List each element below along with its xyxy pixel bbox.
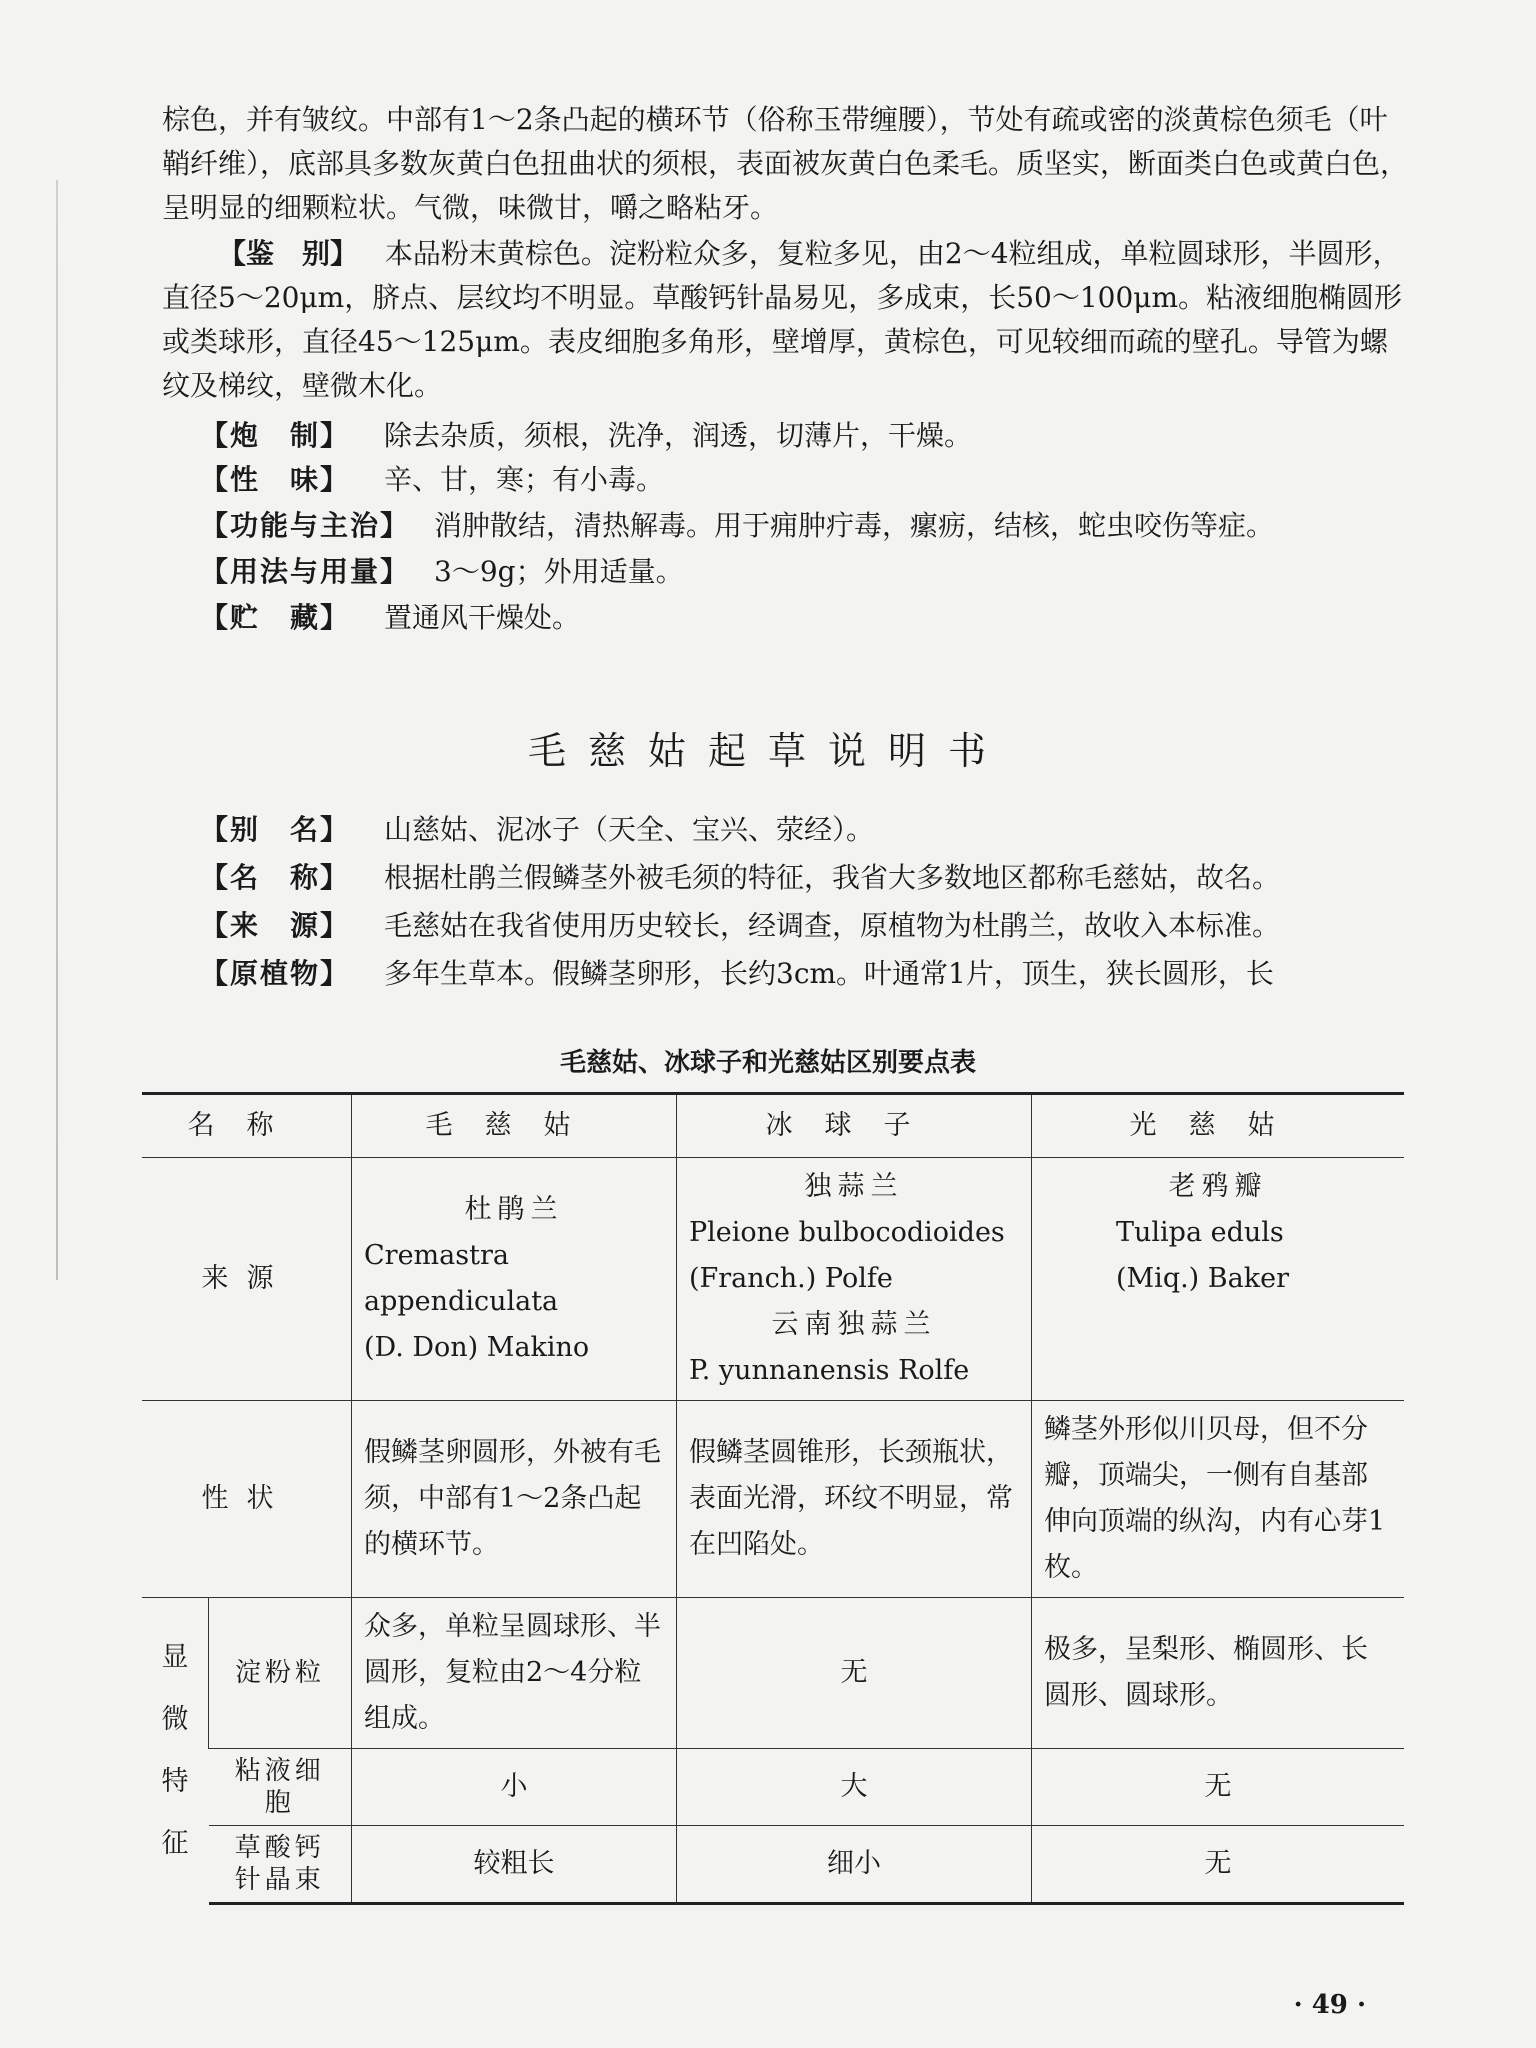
- cell-line: 云南独蒜兰: [771, 1309, 937, 1340]
- header-cell-guangcigu: 光慈姑: [1032, 1094, 1405, 1158]
- cell-line: 杜鹃兰: [464, 1194, 564, 1225]
- entry-text: 消肿散结，清热解毒。用于痈肿疔毒，瘰疬，结核，蛇虫咬伤等症。: [434, 509, 1275, 542]
- entry-text: 多年生草本。假鳞茎卵形，长约3cm。叶通常1片，顶生，狭长圆形，长: [384, 957, 1274, 990]
- table-header-row: [142, 1094, 1404, 1158]
- page-number: · 49 ·: [1293, 1990, 1366, 2020]
- character-bingqiuzi: 假鳞茎圆锥形，长颈瓶状，表面光滑，环纹不明显，常在凹陷处。: [677, 1401, 1032, 1598]
- row-label-character: 性状: [142, 1401, 352, 1598]
- cell-line: 老鸦瓣: [1168, 1171, 1268, 1202]
- starch-bingqiuzi: 无: [677, 1598, 1032, 1749]
- cell-line: 独蒜兰: [804, 1171, 904, 1202]
- cell-line: P. yunnanensis Rolfe: [689, 1355, 970, 1386]
- source-guangcigu: [1032, 1158, 1405, 1401]
- identification-text: 本品粉末黄棕色。淀粉粒众多，复粒多见，由2～4粒组成，单粒圆球形，半圆形，直径5～20μm，脐点、层纹均不明显。草酸钙针晶易见，多成束，长50～100μm。粘液细胞椭圆形或类球形，直径45～125μm。表皮细胞多角形，壁增厚，黄棕色，可见较细而疏的壁孔。导管为螺纹及梯纹，壁微木化。: [162, 237, 1403, 402]
- table-row-source: [142, 1158, 1404, 1401]
- entry-label: 【用法与用量】: [200, 555, 411, 588]
- entry-processing: [200, 414, 1400, 458]
- mucilage-guangcigu: 无: [1032, 1749, 1405, 1826]
- entry-text: 辛、甘，寒；有小毒。: [384, 463, 665, 496]
- entry-text: 山慈姑、泥冰子（天全、宝兴、荥经）。: [384, 813, 875, 846]
- starch-maocigu: 众多，单粒呈圆球形、半圆形，复粒由2～4分粒组成。: [352, 1598, 677, 1749]
- section-title: 毛慈姑起草说明书: [527, 729, 1008, 773]
- identification-label: 【鉴 别】: [218, 237, 359, 270]
- row-label-source: 来源: [142, 1158, 352, 1401]
- source-maocigu: [352, 1158, 677, 1401]
- entry-label: 【功能与主治】: [200, 509, 411, 542]
- entry-function: [200, 504, 1400, 548]
- table-row-starch: [142, 1598, 1404, 1749]
- entry-label: 【性 味】: [200, 463, 351, 496]
- entry-text: 3～9g；外用适量。: [434, 555, 684, 588]
- mucilage-maocigu: 小: [352, 1749, 677, 1826]
- header-cell-name: 名称: [142, 1094, 352, 1158]
- header-cell-maocigu: 毛慈姑: [352, 1094, 677, 1158]
- starch-guangcigu: 极多，呈梨形、椭圆形、长圆形、圆球形。: [1032, 1598, 1405, 1749]
- identification-paragraph: [162, 232, 1412, 408]
- entry-text: 根据杜鹃兰假鳞茎外被毛须的特征，我省大多数地区都称毛慈姑，故名。: [384, 861, 1281, 894]
- raphides-bingqiuzi: 细小: [677, 1826, 1032, 1904]
- entry-text: 除去杂质，须根，洗净，润透，切薄片，干燥。: [384, 419, 973, 452]
- entry-label: 【贮 藏】: [200, 601, 351, 634]
- table-row-mucilage: [142, 1749, 1404, 1826]
- entry-nature-taste: [200, 458, 1400, 502]
- cell-line: Pleione bulbocodioides: [689, 1217, 1005, 1248]
- cell-line: (D. Don) Makino: [364, 1332, 590, 1363]
- intro-paragraph: 棕色，并有皱纹。中部有1～2条凸起的横环节（俗称玉带缠腰），节处有疏或密的淡黄棕色须毛（叶鞘纤维），底部具多数灰黄白色扭曲状的须根，表面被灰黄白色柔毛。质坚实，断面类白色或黄白色，呈明显的细颗粒状。气微，味微甘，嚼之略粘牙。: [162, 103, 1409, 224]
- cell-line: (Miq.) Baker: [1116, 1263, 1289, 1294]
- entry-text: 毛慈姑在我省使用历史较长，经调查，原植物为杜鹃兰，故收入本标准。: [384, 909, 1281, 942]
- comparison-table: [142, 1092, 1404, 1905]
- entry-label: 【炮 制】: [200, 419, 351, 452]
- entry-alias: [200, 808, 1400, 852]
- row-group-microscopic: 显微特征: [142, 1598, 209, 1904]
- entry-dosage: [200, 550, 1400, 594]
- entry-label: 【原植物】: [200, 957, 351, 990]
- mucilage-bingqiuzi: 大: [677, 1749, 1032, 1826]
- character-maocigu: 假鳞茎卵圆形，外被有毛须，中部有1～2条凸起的横环节。: [352, 1401, 677, 1598]
- entry-name: [200, 856, 1400, 900]
- cell-line: (Franch.) Polfe: [689, 1263, 893, 1294]
- entry-source: [200, 904, 1400, 948]
- entry-label: 【别 名】: [200, 813, 351, 846]
- character-guangcigu: 鳞茎外形似川贝母，但不分瓣，顶端尖，一侧有自基部伸向顶端的纵沟，内有心芽1枚。: [1032, 1401, 1405, 1598]
- cell-line: Cremastra: [364, 1240, 509, 1271]
- table-row-raphides: [142, 1826, 1404, 1904]
- entry-storage: [200, 596, 1400, 640]
- entry-text: 置通风干燥处。: [384, 601, 581, 634]
- table-title: 毛慈姑、冰球子和光慈姑区别要点表: [559, 1048, 976, 1078]
- cell-line: Tulipa eduls: [1116, 1217, 1284, 1248]
- cell-line: appendiculata: [364, 1286, 559, 1317]
- raphides-guangcigu: 无: [1032, 1826, 1405, 1904]
- table-row-character: [142, 1401, 1404, 1598]
- raphides-maocigu: 较粗长: [352, 1826, 677, 1904]
- row-label-starch: 淀粉粒: [209, 1598, 352, 1749]
- row-label-mucilage: 粘液细胞: [209, 1749, 352, 1826]
- entry-label: 【来 源】: [200, 909, 351, 942]
- entry-original-plant: [200, 952, 1400, 996]
- source-bingqiuzi: [677, 1158, 1032, 1401]
- header-cell-bingqiuzi: 冰球子: [677, 1094, 1032, 1158]
- entry-label: 【名 称】: [200, 861, 351, 894]
- row-label-raphides: 草酸钙针晶束: [209, 1826, 352, 1904]
